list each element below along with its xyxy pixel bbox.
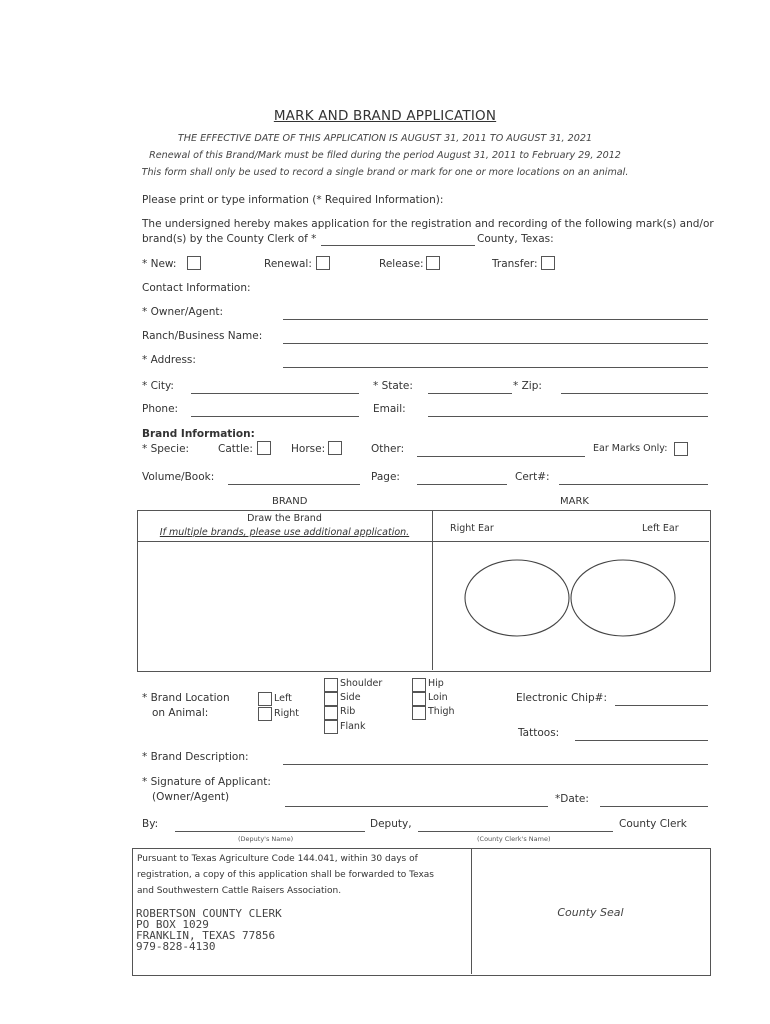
right-checkbox[interactable] [258, 707, 272, 721]
rib-checkbox[interactable] [324, 706, 338, 720]
brand-info-heading: Brand Information: [142, 428, 255, 440]
hip-checkbox[interactable] [412, 678, 426, 692]
email-label: Email: [373, 403, 406, 415]
transfer-label: Transfer: [492, 258, 538, 270]
address-label: * Address: [142, 354, 196, 366]
flank-checkbox[interactable] [324, 720, 338, 734]
right-ear-label: Right Ear [450, 523, 494, 534]
loin-checkbox[interactable] [412, 692, 426, 706]
shoulder-label: Shoulder [340, 678, 383, 689]
intro-line-2b: County, Texas: [477, 233, 554, 245]
left-ear-label: Left Ear [642, 523, 679, 534]
page-label: Page: [371, 471, 400, 483]
chip-field[interactable] [615, 705, 708, 706]
state-label: * State: [373, 380, 413, 392]
county-clerk-label: County Clerk [619, 818, 687, 830]
signature-sublabel: (Owner/Agent) [152, 791, 230, 803]
effective-date-line: THE EFFECTIVE DATE OF THIS APPLICATION IS AUGUST 31, 2011 TO AUGUST 31, 2021 [177, 133, 593, 144]
address-line-2: PO BOX 1029 [136, 918, 209, 931]
thigh-checkbox[interactable] [412, 706, 426, 720]
description-label: * Brand Description: [142, 751, 249, 763]
ranch-label: Ranch/Business Name: [142, 330, 263, 342]
signature-field[interactable] [285, 806, 548, 807]
instructions: Please print or type information (* Required Information): [142, 194, 444, 206]
by-label: By: [142, 818, 159, 830]
brand-location-label: * Brand Location [142, 692, 230, 704]
signature-label: * Signature of Applicant: [142, 776, 271, 788]
deputy-name-caption: (Deputy's Name) [238, 835, 294, 843]
statute-line-3: and Southwestern Cattle Raisers Association. [137, 886, 342, 896]
loin-label: Loin [428, 692, 448, 703]
deputy-label: Deputy, [370, 818, 412, 830]
cert-label: Cert#: [515, 471, 550, 483]
cattle-label: Cattle: [218, 443, 253, 455]
right-ear-outline [465, 560, 569, 636]
draw-label: Draw the Brand [247, 513, 322, 524]
right-label: Right [274, 708, 300, 719]
intro-line-2a: brand(s) by the County Clerk of * [142, 233, 317, 245]
phone-label: Phone: [142, 403, 179, 415]
side-checkbox[interactable] [324, 692, 338, 706]
address-line-1: ROBERTSON COUNTY CLERK [136, 907, 282, 920]
zip-label: * Zip: [513, 380, 542, 392]
date-field[interactable] [600, 806, 708, 807]
renewal-label: Renewal: [264, 258, 312, 270]
specie-label: * Specie: [142, 443, 190, 455]
address-line-3: FRANKLIN, TEXAS 77856 [136, 929, 276, 942]
flank-label: Flank [340, 721, 366, 732]
multiple-note: If multiple brands, please use additional application. [159, 527, 410, 538]
owner-label: * Owner/Agent: [142, 306, 224, 318]
deputy-name-field[interactable] [175, 831, 365, 832]
tattoos-label: Tattoos: [518, 727, 560, 739]
shoulder-checkbox[interactable] [324, 678, 338, 692]
address-line-4: 979-828-4130 [136, 940, 216, 953]
tattoos-field[interactable] [575, 740, 708, 741]
clerk-name-field[interactable] [418, 831, 613, 832]
intro-line-1: The undersigned hereby makes application for the registration and recording of the following mark(s) and/or [142, 218, 714, 230]
release-label: Release: [379, 258, 424, 270]
date-label: *Date: [555, 793, 589, 805]
statute-line-2: registration, a copy of this application shall be forwarded to Texas [137, 870, 434, 880]
usage-line: This form shall only be used to record a single brand or mark for one or more locations on an animal. [141, 167, 629, 178]
side-label: Side [340, 692, 361, 703]
on-animal-label: on Animal: [152, 707, 209, 719]
horse-label: Horse: [291, 443, 326, 455]
chip-label: Electronic Chip#: [516, 692, 607, 704]
rib-label: Rib [340, 706, 356, 717]
contact-heading: Contact Information: [142, 282, 251, 294]
brand-header: BRAND [272, 496, 308, 507]
left-label: Left [274, 693, 292, 704]
new-label: * New: [142, 258, 177, 270]
thigh-label: Thigh [428, 706, 455, 717]
ear-marks-label: Ear Marks Only: [593, 443, 668, 454]
county-seal-label: County Seal [557, 906, 624, 919]
description-field[interactable] [283, 764, 708, 765]
left-ear-outline [571, 560, 675, 636]
statute-line-1: Pursuant to Texas Agriculture Code 144.041, within 30 days of [137, 854, 418, 864]
mark-header: MARK [560, 496, 589, 507]
hip-label: Hip [428, 678, 444, 689]
other-label: Other: [371, 443, 405, 455]
volume-label: Volume/Book: [142, 471, 215, 483]
left-checkbox[interactable] [258, 692, 272, 706]
clerk-name-caption: (County Clerk's Name) [477, 835, 551, 843]
city-label: * City: [142, 380, 174, 392]
renewal-period-line: Renewal of this Brand/Mark must be filed during the period August 31, 2011 to February 29, 2012 [149, 150, 621, 161]
form-title: MARK AND BRAND APPLICATION [273, 108, 497, 124]
